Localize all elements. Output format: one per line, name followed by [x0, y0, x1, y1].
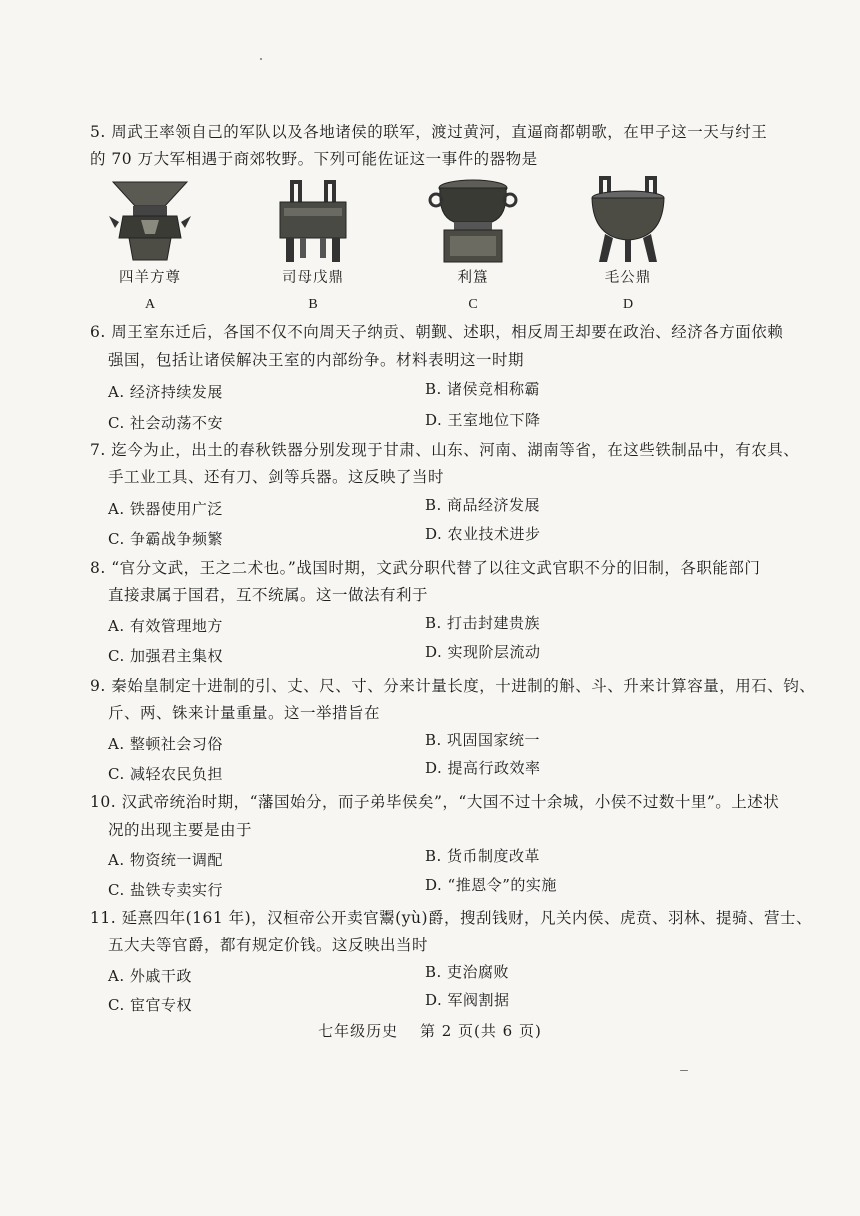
- figure-a: [75, 176, 225, 311]
- q6-option-a: A. 经济持续发展: [108, 383, 223, 401]
- q10-stem-line1: 10. 汉武帝统治时期，“藩国始分，而子弟毕侯矣”，“大国不过十余城，小侯不过数十里”。上述状: [90, 793, 780, 811]
- figure-a-letter: A: [144, 297, 156, 312]
- q8-option-d: D. 实现阶层流动: [425, 643, 541, 661]
- q9-option-d: D. 提高行政效率: [425, 759, 541, 777]
- q11-option-a: A. 外戚干政: [108, 967, 192, 985]
- q7-option-a: A. 铁器使用广泛: [108, 500, 223, 518]
- figure-c-caption: 利簋: [457, 270, 489, 286]
- q9-option-c: C. 减轻农民负担: [108, 765, 223, 783]
- q6-option-c: C. 社会动荡不安: [108, 414, 223, 432]
- figure-d-caption: 毛公鼎: [604, 270, 652, 286]
- square-ding-icon: [268, 176, 358, 264]
- q10-option-a: A. 物资统一调配: [108, 851, 223, 869]
- scan-speck: [680, 1070, 688, 1071]
- scan-speck: [260, 58, 262, 60]
- figure-b-letter: B: [308, 297, 318, 312]
- q8-stem-line1: 8. “官分文武，王之二术也。”战国时期，文武分职代替了以往文武官职不分的旧制，各职能部门: [90, 559, 761, 577]
- q11-stem-line1: 11. 延熹四年(161 年)，汉桓帝公开卖官鬻(yù)爵，搜刮钱财，凡关内侯、虎贲、羽林、提骑、营士、: [90, 909, 813, 927]
- q7-stem-line1: 7. 迄今为止，出土的春秋铁器分别发现于甘肃、山东、河南、湖南等省，在这些铁制品中，有农具、: [90, 441, 800, 459]
- gui-vessel-icon: [428, 176, 518, 264]
- q8-option-b: B. 打击封建贵族: [425, 614, 541, 632]
- q11-option-c: C. 宦官专权: [108, 996, 192, 1014]
- figure-b-caption: 司母戊鼎: [282, 270, 344, 286]
- figure-d: [553, 176, 703, 311]
- q10-option-c: C. 盐铁专卖实行: [108, 881, 223, 899]
- q11-option-b: B. 吏治腐败: [425, 963, 510, 981]
- page-footer: 七年级历史 第 2 页(共 6 页): [318, 1022, 542, 1040]
- q9-stem-line1: 9. 秦始皇制定十进制的引、丈、尺、寸、分来计量长度，十进制的斛、斗、升来计算容量，用石、钧、: [90, 677, 816, 695]
- round-ding-icon: [583, 176, 673, 264]
- figure-d-letter: D: [622, 297, 634, 312]
- q8-stem-line2: 直接隶属于国君，互不统属。这一做法有利于: [108, 586, 429, 604]
- q6-stem-line1: 6. 周王室东迁后，各国不仅不向周天子纳贡、朝觐、述职，相反周王却要在政治、经济各方面依赖: [90, 323, 784, 341]
- q9-stem-line2: 斤、两、铢来计量重量。这一举措旨在: [108, 704, 381, 722]
- q11-option-d: D. 军阀割据: [425, 991, 510, 1009]
- q8-option-a: A. 有效管理地方: [108, 617, 223, 635]
- q6-stem-line2: 强国，包括让诸侯解决王室的内部纷争。材料表明这一时期: [108, 351, 525, 369]
- q9-option-b: B. 巩固国家统一: [425, 731, 541, 749]
- q6-option-d: D. 王室地位下降: [425, 411, 541, 429]
- q10-stem-line2: 况的出现主要是由于: [108, 821, 253, 839]
- q9-option-a: A. 整顿社会习俗: [108, 735, 223, 753]
- q7-stem-line2: 手工业工具、还有刀、剑等兵器。这反映了当时: [108, 468, 445, 486]
- figure-b: [238, 176, 388, 311]
- q5-stem-line1: 5. 周武王率领自己的军队以及各地诸侯的联军，渡过黄河，直逼商都朝歌，在甲子这一天与纣王: [90, 123, 768, 141]
- q7-option-d: D. 农业技术进步: [425, 525, 541, 543]
- figure-c: [398, 176, 548, 311]
- q7-option-b: B. 商品经济发展: [425, 496, 541, 514]
- q10-option-b: B. 货币制度改革: [425, 847, 541, 865]
- q7-option-c: C. 争霸战争频繁: [108, 530, 223, 548]
- q6-option-b: B. 诸侯竞相称霸: [425, 380, 541, 398]
- q10-option-d: D. “推恩令”的实施: [425, 876, 557, 894]
- q11-stem-line2: 五大夫等官爵，都有规定价钱。这反映出当时: [108, 936, 429, 954]
- q8-option-c: C. 加强君主集权: [108, 647, 223, 665]
- figure-a-caption: 四羊方尊: [119, 270, 181, 286]
- q5-stem-line2: 的 70 万大军相遇于商郊牧野。下列可能佐证这一事件的器物是: [90, 150, 538, 168]
- zun-vessel-icon: [105, 176, 195, 264]
- figure-c-letter: C: [468, 297, 478, 312]
